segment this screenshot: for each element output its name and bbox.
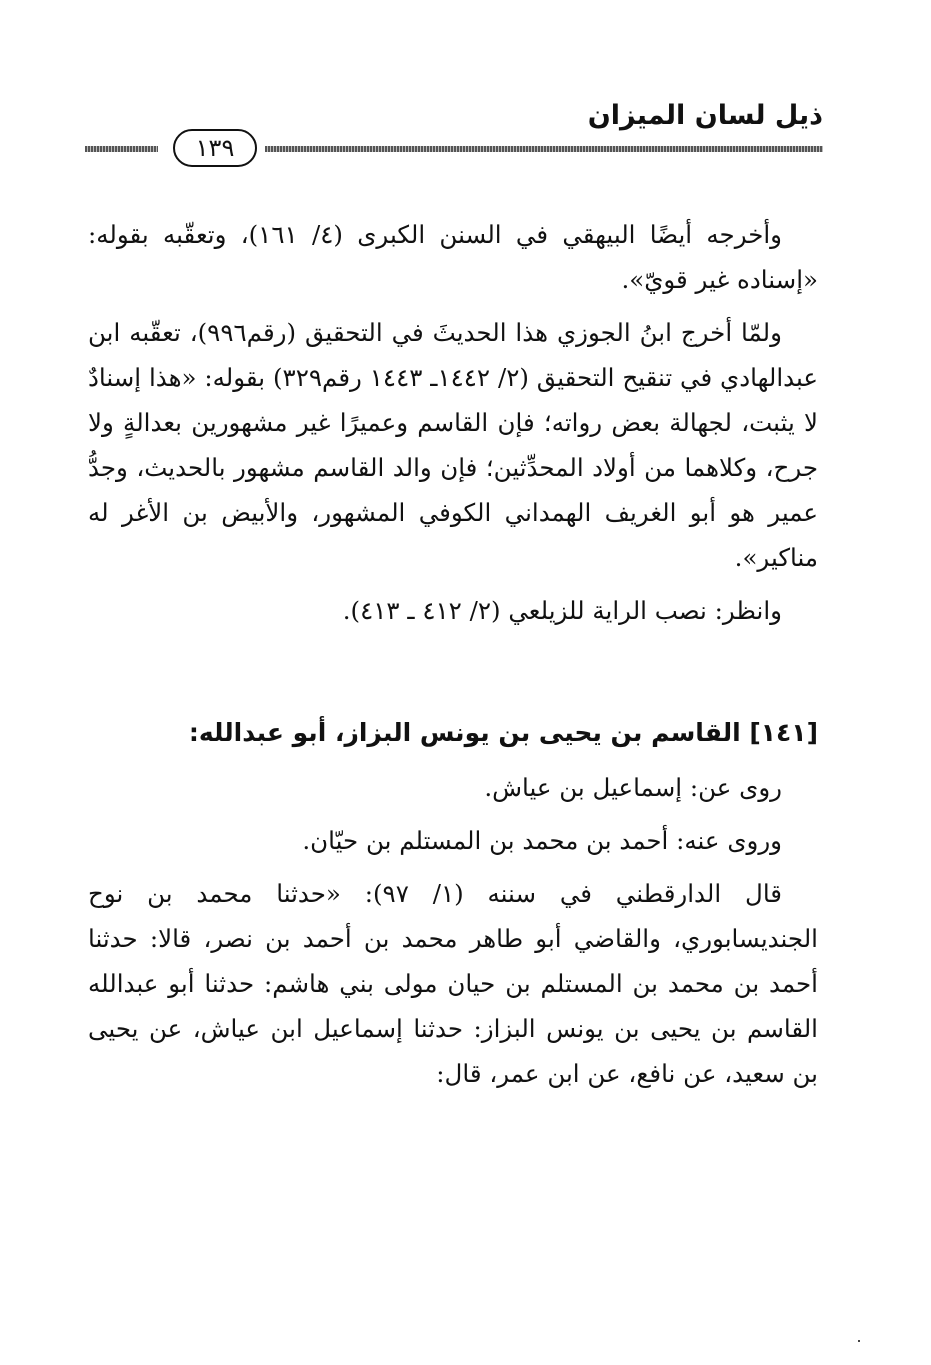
page-body bbox=[88, 212, 818, 1096]
header-rule-right bbox=[265, 146, 823, 152]
entry-narrated-from: روى عن: إسماعيل بن عياش. bbox=[484, 773, 782, 802]
header-rule-left bbox=[85, 146, 158, 152]
entry-narrated-by: وروى عنه: أحمد بن محمد بن المستلم بن حيّان. bbox=[302, 826, 782, 855]
book-title: ذيل لسان الميزان bbox=[587, 100, 823, 131]
paragraph-see-also: وانظر: نصب الراية للزيلعي (٢/ ٤١٢ ـ ٤١٣). bbox=[342, 596, 782, 625]
paragraph-bayhaqi: وأخرجه أيضًا البيهقي في السنن الكبرى (٤/ ١٦١)، وتعقّبه بقوله: «إسناده غير قويّ». bbox=[88, 220, 818, 294]
paragraph-ibn-al-jawzi: ولمّا أخرج ابنُ الجوزي هذا الحديثَ في التحقيق (رقم٩٩٦)، تعقّبه ابن عبدالهادي في تنقيح التحقيق (٢/ ١٤٤٢ـ ١٤٤٣ رقم٣٢٩) بقوله: «هذا إسنادٌ لا يثبت، لجهالة بعض رواته؛ فإن القاسم وعميرًا غير مشهورين بعدالةٍ ولا جرح، وكلاهما من أولاد المحدِّثين؛ فإن والد القاسم مشهور بالحديث، وجدُّ عمير هو أبو الغريف الهمداني الكوفي المشهور، والأبيض بن الأغر له مناكير». bbox=[88, 318, 819, 572]
entry-quote: قال الدارقطني في سننه (١/ ٩٧): «حدثنا محمد بن نوح الجنديسابوري، والقاضي أبو طاهر محمد بن أحمد بن نصر، قالا: حدثنا أحمد بن محمد بن المستلم بن حيان مولى بني هاشم: حدثنا أبو عبدالله القاسم بن يحيى بن يونس البزاز: حدثنا إسماعيل ابن عياش، عن يحيى بن سعيد، عن نافع، عن ابن عمر، قال: bbox=[88, 879, 818, 1088]
page-header bbox=[85, 100, 823, 170]
entry-heading: [١٤١] القاسم بن يحيى بن يونس البزاز، أبو عبدالله: bbox=[188, 718, 818, 747]
page-number: ١٣٩ bbox=[173, 129, 257, 167]
scan-speck bbox=[858, 1340, 860, 1342]
